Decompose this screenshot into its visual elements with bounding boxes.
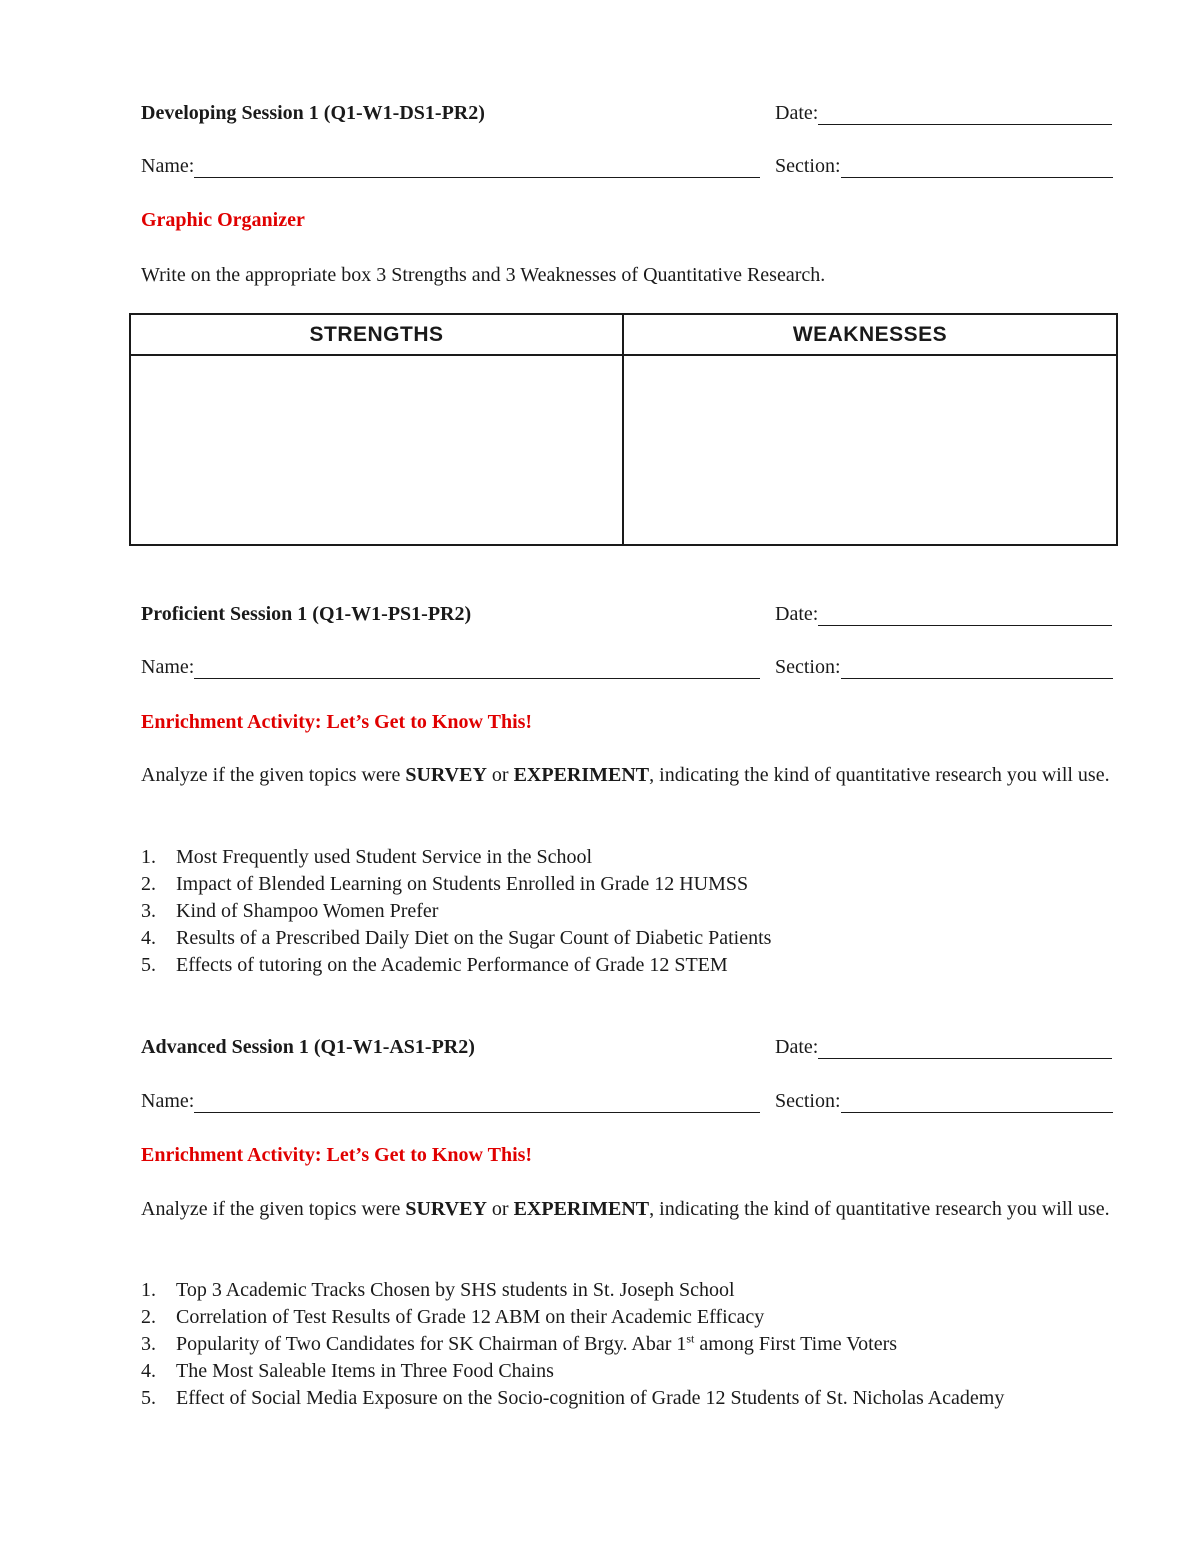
section-label: Section: [775, 155, 841, 177]
instruction-text: , indicating the kind of quantitative research you will use. [649, 1198, 1110, 1220]
date-blank[interactable] [818, 1037, 1112, 1059]
item-text: Most Frequently used Student Service in the School [176, 846, 593, 868]
name-label: Name: [141, 1090, 195, 1112]
name-blank[interactable] [194, 1091, 760, 1113]
proficient-session-title: Proficient Session 1 (Q1-W1-PS1-PR2) [141, 603, 472, 625]
name-blank[interactable] [194, 156, 760, 178]
developing-session-title: Developing Session 1 (Q1-W1-DS1-PR2) [141, 102, 485, 124]
graphic-organizer-heading: Graphic Organizer [141, 209, 305, 231]
item-number: 5. [141, 954, 156, 976]
name-blank[interactable] [194, 657, 760, 679]
section-label: Section: [775, 656, 841, 678]
list-item [141, 1385, 1129, 1412]
date-blank[interactable] [818, 604, 1112, 626]
list-item [141, 925, 1129, 952]
proficient-date-field[interactable] [775, 602, 1112, 626]
date-label: Date: [775, 603, 819, 625]
section-blank[interactable] [841, 1091, 1113, 1113]
section-blank[interactable] [841, 156, 1113, 178]
name-label: Name: [141, 656, 195, 678]
list-item [141, 1331, 1129, 1358]
item-text: Top 3 Academic Tracks Chosen by SHS students in St. Joseph School [176, 1279, 735, 1301]
section-label: Section: [775, 1090, 841, 1112]
item-text: Effects of tutoring on the Academic Performance of Grade 12 STEM [176, 954, 728, 976]
list-item [141, 1358, 1129, 1385]
section-blank[interactable] [841, 657, 1113, 679]
advanced-enrichment-heading: Enrichment Activity: Let’s Get to Know This! [141, 1144, 533, 1166]
item-number: 3. [141, 1333, 156, 1355]
item-number: 1. [141, 1279, 156, 1301]
list-item [141, 871, 1129, 898]
proficient-name-field[interactable] [141, 655, 760, 679]
instruction-text: Analyze if the given topics were [141, 764, 406, 786]
developing-date-field[interactable] [775, 101, 1112, 125]
item-text: Correlation of Test Results of Grade 12 ABM on their Academic Efficacy [176, 1306, 765, 1328]
advanced-session-title: Advanced Session 1 (Q1-W1-AS1-PR2) [141, 1036, 475, 1058]
proficient-section-field[interactable] [775, 655, 1113, 679]
item-number: 2. [141, 1306, 156, 1328]
advanced-section-field[interactable] [775, 1089, 1113, 1113]
survey-keyword: SURVEY [405, 1198, 487, 1220]
list-item [141, 952, 1129, 979]
developing-name-field[interactable] [141, 154, 760, 178]
item-text: Effect of Social Media Exposure on the Socio-cognition of Grade 12 Students of St. Nicholas Academy [176, 1387, 1005, 1409]
name-label: Name: [141, 155, 195, 177]
date-label: Date: [775, 102, 819, 124]
item-number: 1. [141, 846, 156, 868]
advanced-topic-list [141, 1277, 1129, 1412]
item-text: Kind of Shampoo Women Prefer [176, 900, 439, 922]
item-text: The Most Saleable Items in Three Food Chains [176, 1360, 554, 1382]
strengths-weaknesses-table [129, 313, 1118, 546]
weaknesses-header: WEAKNESSES [623, 314, 1117, 355]
advanced-name-field[interactable] [141, 1089, 760, 1113]
date-blank[interactable] [818, 103, 1112, 125]
list-item [141, 844, 1129, 871]
survey-keyword: SURVEY [405, 764, 487, 786]
instruction-text: , indicating the kind of quantitative research you will use. [649, 764, 1110, 786]
weaknesses-answer-box[interactable] [623, 355, 1117, 545]
instruction-text: Analyze if the given topics were [141, 1198, 406, 1220]
advanced-instruction [141, 1196, 1129, 1223]
proficient-instruction [141, 762, 1129, 789]
list-item [141, 898, 1129, 925]
developing-instruction: Write on the appropriate box 3 Strengths and 3 Weaknesses of Quantitative Research. [141, 264, 826, 286]
strengths-header: STRENGTHS [130, 314, 623, 355]
instruction-text: or [486, 764, 514, 786]
item-number: 3. [141, 900, 156, 922]
experiment-keyword: EXPERIMENT [513, 764, 650, 786]
proficient-enrichment-heading: Enrichment Activity: Let’s Get to Know This! [141, 711, 533, 733]
item-text: among First Time Voters [694, 1333, 898, 1355]
item-text: Impact of Blended Learning on Students Enrolled in Grade 12 HUMSS [176, 873, 749, 895]
developing-section-field[interactable] [775, 154, 1113, 178]
item-number: 5. [141, 1387, 156, 1409]
strengths-answer-box[interactable] [130, 355, 623, 545]
item-number: 2. [141, 873, 156, 895]
instruction-text: or [486, 1198, 514, 1220]
item-text: Popularity of Two Candidates for SK Chairman of Brgy. Abar 1 [176, 1333, 687, 1355]
item-text: Results of a Prescribed Daily Diet on the Sugar Count of Diabetic Patients [176, 927, 772, 949]
list-item [141, 1277, 1129, 1304]
ordinal-superscript: st [686, 1331, 695, 1346]
list-item [141, 1304, 1129, 1331]
advanced-date-field[interactable] [775, 1035, 1112, 1059]
proficient-topic-list [141, 844, 1129, 979]
item-number: 4. [141, 927, 156, 949]
experiment-keyword: EXPERIMENT [513, 1198, 650, 1220]
item-number: 4. [141, 1360, 156, 1382]
date-label: Date: [775, 1036, 819, 1058]
